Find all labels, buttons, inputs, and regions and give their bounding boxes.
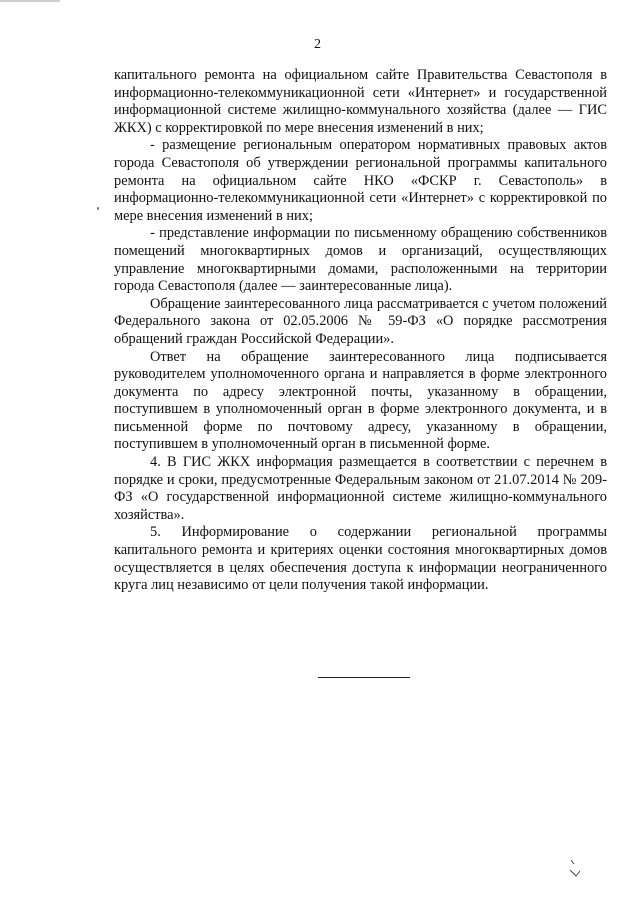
scan-artifact-mark bbox=[568, 858, 582, 878]
paragraph-request-review: Обращение заинтересованного лица рассматривается с учетом положений Федерального закона от 02.05.2006 № 59-ФЗ «О порядке рассмотрения обращений граждан Российской Федерации». bbox=[114, 295, 607, 347]
scan-edge-mark bbox=[0, 0, 60, 6]
end-divider bbox=[318, 677, 410, 678]
paragraph-bullet-regulations: - размещение региональным оператором нормативных правовых актов города Севастополя об утверждении региональной программы капитального ремонта на официальном сайте НКО «ФСКР г. Севастополь» в информационно-телекоммуникационной сети «Интернет» с корректировкой по мере внесения изменений в них; bbox=[114, 137, 607, 224]
page-number: 2 bbox=[314, 37, 321, 52]
paragraph-item-4: 4. В ГИС ЖКХ информация размещается в соответствии с перечнем в порядке и сроки, предусмотренные Федеральным законом от 21.07.2014 № 209-ФЗ «О государственной информационной системе жилищно-коммунального хозяйства». bbox=[114, 454, 607, 523]
paragraph-item-5: 5. Информирование о содержании региональной программы капитального ремонта и критериях оценки состояния многоквартирных домов осуществляется в целях обеспечения доступа к информации неограниченного круга лиц независимо от цели получения такой информации. bbox=[114, 524, 607, 594]
paragraph-bullet-written-requests: - представление информации по письменному обращению собственников помещений многоквартирных домов и организаций, осуществляющих управление многоквартирными домами, расположенными на территории города Севастополя (далее — заинтересованные лица). bbox=[114, 225, 607, 295]
document-body bbox=[114, 67, 607, 595]
paragraph-response: Ответ на обращение заинтересованного лица подписывается руководителем уполномоченного органа и направляется в форме электронного документа по адресу электронной почты, указанному в обращении, поступившем в уполномоченный орган в форме электронного документа, и в письменной форме по почтовому адресу, указанному в обращении, поступившем в уполномоченный орган в письменной форме. bbox=[114, 348, 607, 453]
paragraph-continuation: капитального ремонта на официальном сайте Правительства Севастополя в информационно-телекоммуникационной сети «Интернет» и государственной информационной системе жилищно-коммунального хозяйства (далее — ГИС ЖКХ) с корректировкой по мере внесения изменений в них; bbox=[114, 67, 607, 136]
scan-speck bbox=[97, 207, 99, 210]
